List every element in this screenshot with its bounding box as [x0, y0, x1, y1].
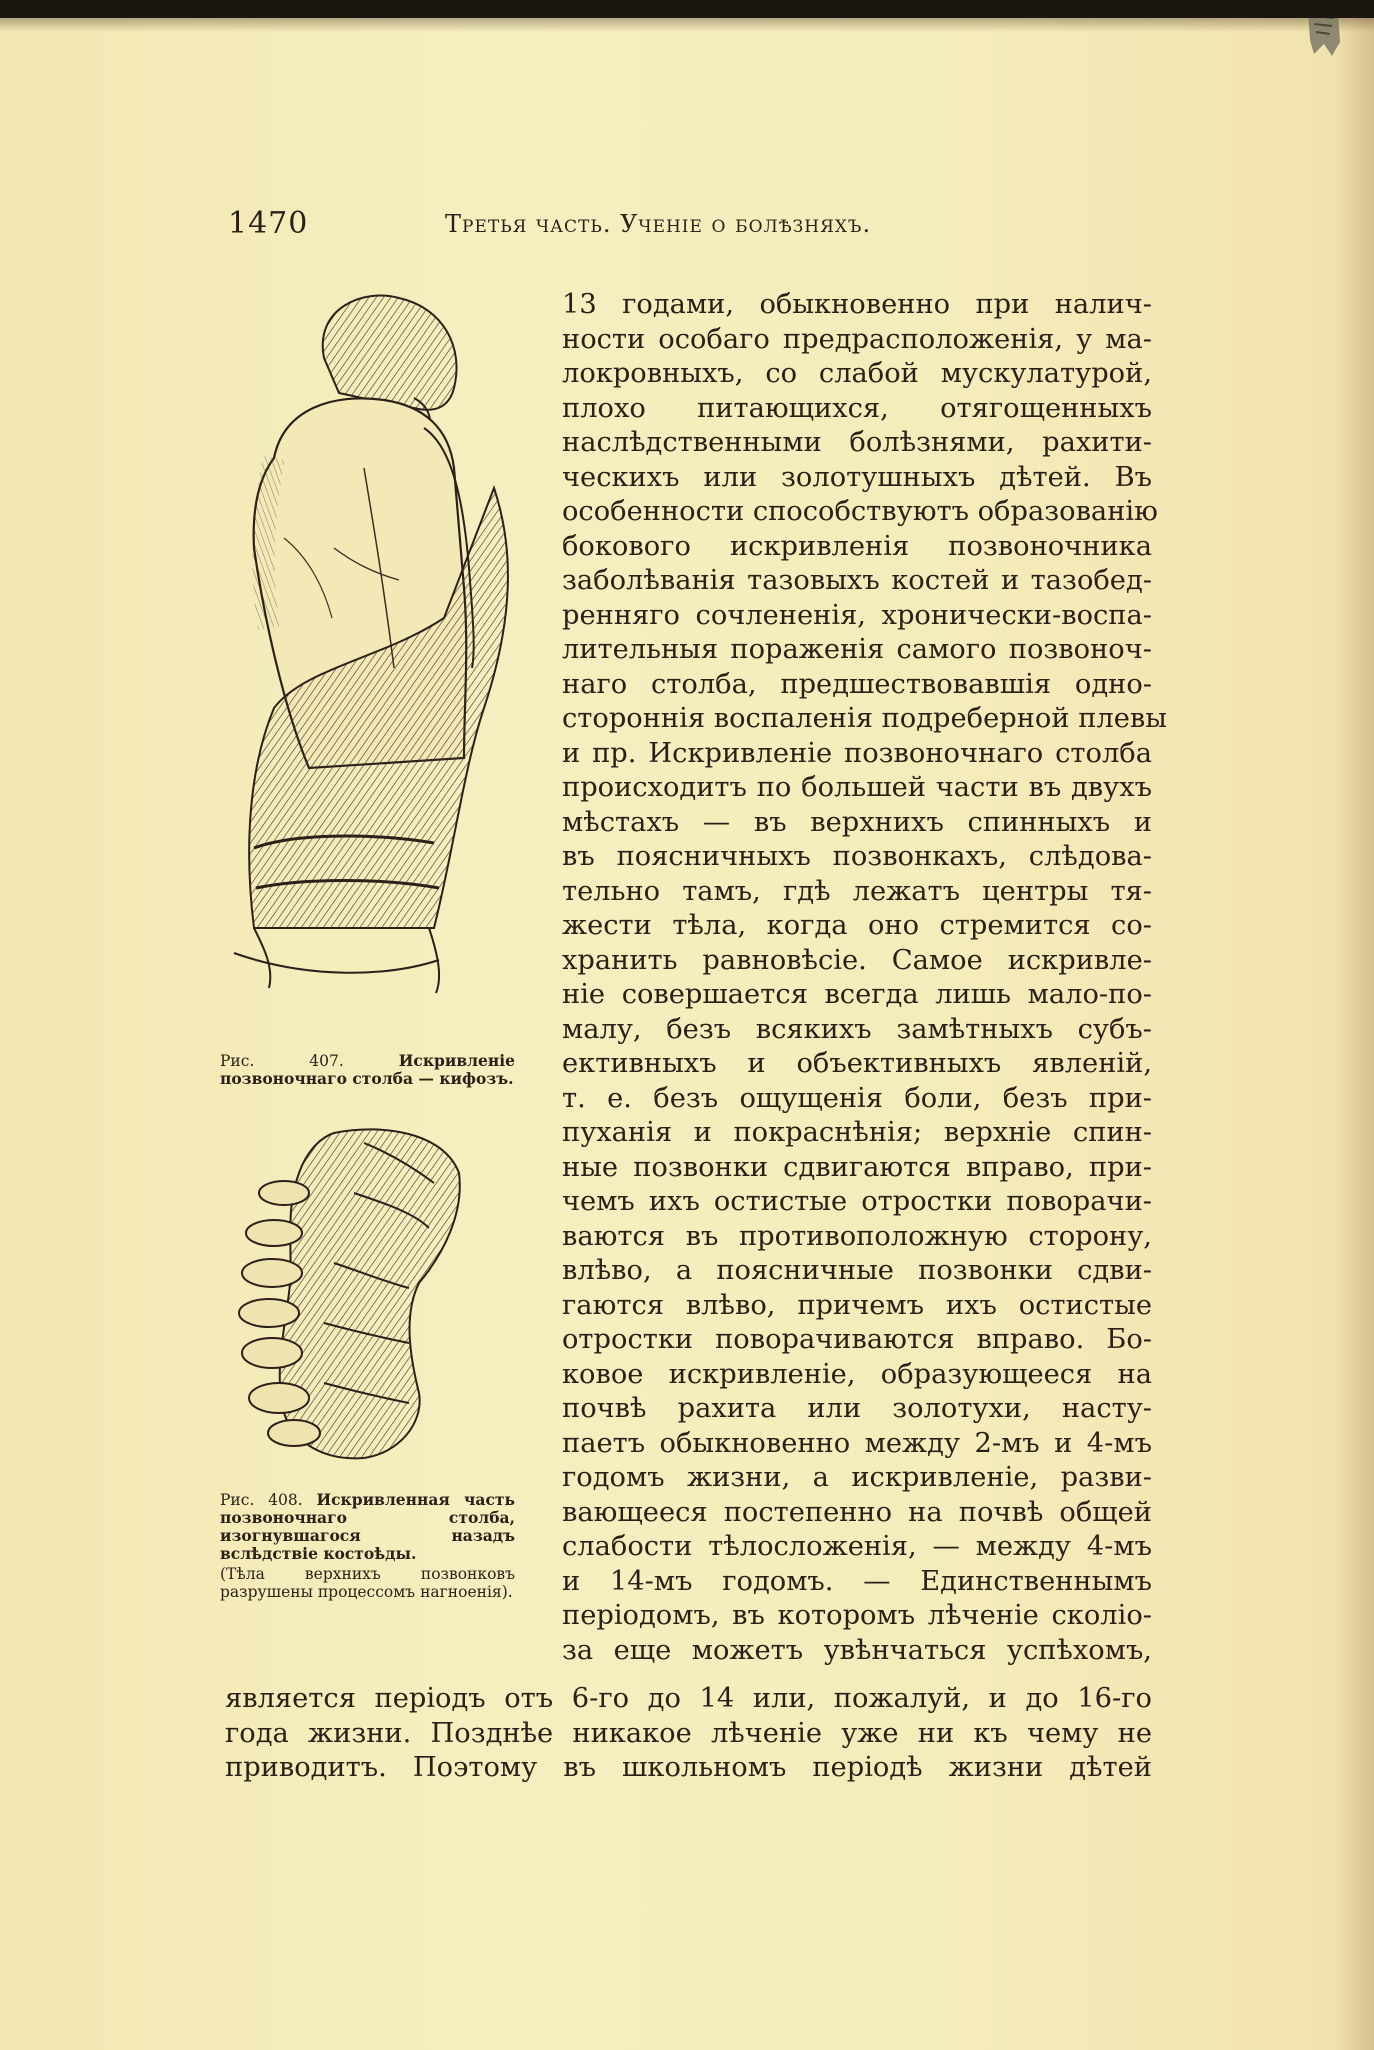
- page-edge-shadow: [0, 18, 1374, 32]
- page-header: [228, 206, 1148, 256]
- bookmark-ribbon-icon: [1302, 18, 1344, 58]
- body-line: годомъ жизни, а искривленіе, разви-: [562, 1462, 1152, 1493]
- body-line: заболѣванія тазовыхъ костей и тазобед-: [562, 565, 1152, 596]
- body-line: ные позвонки сдвигаются вправо, при-: [562, 1151, 1152, 1183]
- body-line: пуханія и покраснѣнія; верхніе спин-: [562, 1117, 1152, 1148]
- body-line: паетъ обыкновенно между 2-мъ и 4-мъ: [562, 1427, 1152, 1459]
- body-line: ности особаго предрасположенія, у ма-: [562, 323, 1152, 355]
- body-line: малу, безъ всякихъ замѣтныхъ субъ-: [562, 1013, 1152, 1045]
- body-line: мѣстахъ — въ верхнихъ спинныхъ и: [562, 806, 1152, 838]
- book-page: [0, 18, 1374, 2050]
- body-line: и пр. Искривленіе позвоночнаго столба: [562, 737, 1152, 769]
- body-line: и 14-мъ годомъ. — Единственнымъ: [562, 1565, 1152, 1597]
- body-line: жести тѣла, когда оно стремится со-: [562, 910, 1152, 941]
- body-line: 13 годами, обыкновенно при налич-: [562, 289, 1152, 320]
- body-line: является періодъ отъ 6-го до 14 или, пожалуй, и до 16-го: [225, 1683, 1152, 1714]
- body-line: ковое искривленіе, образующееся на: [562, 1358, 1152, 1390]
- figure-408-caption-note: (Тѣла верхнихъ позвонковъ разрушены процессомъ нагноенія).: [220, 1565, 515, 1601]
- body-line: чемъ ихъ остистые отростки поворачи-: [562, 1186, 1152, 1217]
- body-line: приводитъ. Поэтому въ школьномъ періодѣ жизни дѣтей: [225, 1752, 1152, 1783]
- figure-407-caption-text: Искривленіе позвоночнаго столба — кифозъ.: [220, 1051, 515, 1088]
- body-line: гаются влѣво, причемъ ихъ остистые: [562, 1289, 1152, 1321]
- body-line: стороннія воспаленія подреберной плевы: [562, 703, 1168, 734]
- body-line: года жизни. Позднѣе никакое лѣченіе уже ни къ чему не: [225, 1717, 1152, 1749]
- body-line: плохо питающихся, отягощенныхъ: [562, 392, 1152, 424]
- body-line: бокового искривленія позвоночника: [562, 530, 1152, 562]
- body-line: происходитъ по большей части въ двухъ: [562, 772, 1152, 803]
- body-line: ніе совершается всегда лишь мало-по-: [562, 979, 1152, 1010]
- body-line: ческихъ или золотушныхъ дѣтей. Въ: [562, 461, 1152, 493]
- figure-407-caption: [220, 1052, 515, 1088]
- body-line: ренняго сочлененія, хронически-воспа-: [562, 599, 1152, 631]
- body-line: особенности способствуютъ образованію: [562, 496, 1158, 527]
- body-line: ваются въ противоположную сторону,: [562, 1220, 1152, 1252]
- body-line: отростки поворачиваются вправо. Бо-: [562, 1324, 1152, 1355]
- figure-407-kyphosis-engraving: [214, 288, 534, 1028]
- page-right-shadow: [1334, 18, 1374, 2050]
- body-line: наго столба, предшествовавшія одно-: [562, 668, 1152, 700]
- page-number: 1470: [228, 206, 309, 241]
- body-line: періодомъ, въ которомъ лѣченіе сколіо-: [562, 1600, 1152, 1631]
- figure-408-caption: [220, 1491, 515, 1601]
- body-line: лительныя пораженія самого позвоноч-: [562, 634, 1152, 665]
- body-line: вающееся постепенно на почвѣ общей: [562, 1496, 1152, 1528]
- body-line: т. е. безъ ощущенія боли, безъ при-: [562, 1082, 1152, 1114]
- body-line: ективныхъ и объективныхъ явленій,: [562, 1048, 1152, 1079]
- body-line: локровныхъ, со слабой мускулатурой,: [562, 358, 1152, 389]
- body-line: за еще можетъ увѣнчаться успѣхомъ,: [562, 1634, 1152, 1666]
- figure-408-label: Рис. 408.: [220, 1491, 317, 1509]
- kyphosis-figure-image: [214, 288, 534, 1028]
- running-title: Третья часть. Ученіе о болѣзняхъ.: [445, 210, 872, 238]
- body-text-column: [562, 288, 1168, 1668]
- figure-407-label: Рис. 407.: [220, 1052, 399, 1070]
- body-line: слабости тѣлосложенія, — между 4-мъ: [562, 1531, 1152, 1562]
- figure-408-caption-text: Искривленная часть позвоночнаго столба, изогнувшагося назадъ вслѣдствіе костоѣды.: [220, 1490, 516, 1563]
- figure-408-spine-engraving: [214, 1113, 534, 1473]
- body-line: тельно тамъ, гдѣ лежатъ центры тя-: [562, 875, 1152, 907]
- spine-figure-image: [214, 1113, 534, 1473]
- body-line: хранить равновѣсіе. Самое искривле-: [562, 944, 1152, 976]
- body-line: почвѣ рахита или золотухи, насту-: [562, 1393, 1152, 1424]
- body-text-full-width: [225, 1682, 1152, 1786]
- body-line: въ поясничныхъ позвонкахъ, слѣдова-: [562, 841, 1152, 872]
- body-line: влѣво, а поясничные позвонки сдви-: [562, 1255, 1152, 1286]
- body-line: наслѣдственными болѣзнями, рахити-: [562, 427, 1152, 458]
